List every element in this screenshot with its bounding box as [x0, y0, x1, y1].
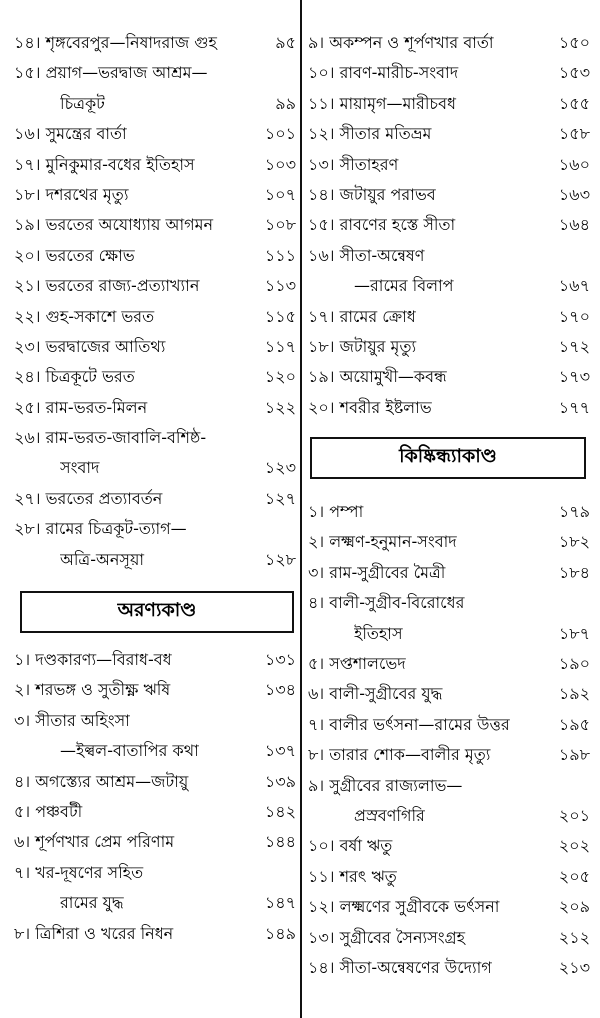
- toc-entry: [308, 771, 590, 832]
- page-number: ১৫৮: [558, 124, 590, 144]
- toc-line: [308, 649, 590, 679]
- toc-entry: [308, 923, 590, 953]
- toc-line: [308, 150, 590, 180]
- toc-line: [14, 271, 296, 301]
- toc-line: [308, 558, 590, 588]
- toc-line: [308, 89, 590, 119]
- toc-line: [308, 180, 590, 210]
- toc-line: [14, 210, 296, 240]
- page-number: ১৫৫: [558, 93, 590, 113]
- page-number: ২০৯: [558, 897, 590, 917]
- toc-entry: [308, 497, 590, 527]
- entry-title: ১৪। সীতা-অন্বেষণের উদ্যোগ: [308, 957, 492, 977]
- toc-line-continued: [14, 89, 296, 119]
- page-number: ৯৫: [275, 33, 296, 52]
- entry-title: ১৮। দশরথের মৃত্যু: [14, 184, 129, 204]
- toc-entry: [308, 558, 590, 588]
- entry-title: ৯। সুগ্রীবের রাজ্যলাভ—: [308, 775, 463, 795]
- toc-line: [14, 514, 296, 544]
- page-number: ১২২: [264, 397, 296, 417]
- page-number: ১৮২: [558, 532, 590, 552]
- page-number: ১৯৮: [558, 745, 590, 765]
- toc-entry: [308, 649, 590, 679]
- toc-line: [14, 28, 296, 58]
- page-number: ১২৭: [264, 488, 296, 508]
- page-number: ১৯২: [558, 684, 590, 704]
- toc-entry: [308, 150, 590, 180]
- entry-title: ১৪। জটায়ুর পরাভব: [308, 184, 436, 204]
- entry-title: ১৭। রামের ক্রোধ: [308, 306, 416, 326]
- entry-title: ১৩। সীতাহরণ: [308, 154, 399, 174]
- toc-entry: [14, 675, 296, 705]
- entries-list: [14, 645, 296, 949]
- page-number: ১৪২: [264, 801, 296, 821]
- toc-entry: [308, 740, 590, 770]
- toc-entry: [308, 180, 590, 210]
- toc-entry: [308, 710, 590, 740]
- entry-title: ১৮। জটায়ুর মৃত্যু: [308, 336, 417, 356]
- page-number: ১৩৯: [264, 771, 296, 791]
- page-number: ১০৮: [264, 215, 296, 235]
- entry-title: ১। দণ্ডকারণ্য—বিরাধ-বধ: [14, 650, 172, 670]
- toc-line-continued: [308, 619, 590, 649]
- entry-title-continued: রামের যুদ্ধ: [60, 893, 124, 913]
- toc-entry: [14, 514, 296, 575]
- toc-entry: [14, 706, 296, 767]
- page-number: ৯৯: [275, 93, 296, 113]
- section-heading-box: [20, 591, 294, 633]
- toc-entry: [308, 362, 590, 392]
- toc-entry: [308, 588, 590, 649]
- column-divider: [300, 0, 302, 1018]
- page-number: ১১৩: [264, 276, 296, 296]
- entry-title: ২৫। রাম-ভরত-মিলন: [14, 397, 148, 417]
- toc-entry: [14, 58, 296, 119]
- toc-entry: [14, 180, 296, 210]
- toc-line: [308, 210, 590, 240]
- toc-entry: [14, 362, 296, 392]
- toc-line: [14, 180, 296, 210]
- page-number: ২০১: [558, 805, 590, 825]
- page-number: ১১৫: [264, 306, 296, 326]
- entry-title: ২৭। ভরতের প্রত্যাবর্তন: [14, 488, 163, 508]
- entry-title-continued: —ইল্বল-বাতাপির কথা: [60, 741, 199, 761]
- page-number: ১০৭: [264, 184, 296, 204]
- entry-title: ১১। শরৎ ঋতু: [308, 866, 397, 886]
- toc-line: [14, 484, 296, 514]
- toc-line: [14, 241, 296, 271]
- toc-line: [308, 302, 590, 332]
- page-number: ১০১: [264, 124, 296, 144]
- entry-title: ৯। অকম্পন ও শূর্পণখার বার্তা: [308, 33, 494, 52]
- toc-line-continued: [14, 736, 296, 766]
- toc-line: [14, 150, 296, 180]
- toc-line: [14, 675, 296, 705]
- toc-line: [308, 588, 590, 618]
- entry-title-continued: —রামের বিলাপ: [354, 276, 454, 296]
- toc-line-continued: [308, 801, 590, 831]
- entry-title: ২। লক্ষ্মণ-হনুমান-সংবাদ: [308, 532, 457, 552]
- toc-entry: [308, 241, 590, 302]
- toc-line: [308, 740, 590, 770]
- entry-title: ২। শরভঙ্গ ও সুতীক্ষ্ণ ঋষি: [14, 680, 171, 700]
- toc-line: [308, 892, 590, 922]
- toc-line: [14, 827, 296, 857]
- toc-entry: [14, 797, 296, 827]
- entry-title-continued: সংবাদ: [60, 458, 100, 478]
- toc-entry: [14, 423, 296, 484]
- page-number: ১৭৩: [558, 367, 590, 387]
- toc-entry: [308, 119, 590, 149]
- right-column: [308, 28, 590, 983]
- entry-title: ১২। লক্ষ্মণের সুগ্রীবকে ভর্ৎসনা: [308, 897, 500, 917]
- entry-title: ২৪। চিত্রকূটে ভরত: [14, 367, 135, 387]
- left-column: [14, 28, 296, 949]
- toc-entry: [308, 892, 590, 922]
- toc-entry: [308, 210, 590, 240]
- page-number: ২১২: [558, 927, 590, 947]
- toc-entry: [14, 393, 296, 423]
- toc-line: [308, 679, 590, 709]
- toc-entry: [14, 28, 296, 58]
- toc-entry: [14, 827, 296, 857]
- entry-title: ১৫। রাবণের হস্তে সীতা: [308, 215, 456, 235]
- entry-title: ৭। খর-দূষণের সহিত: [14, 862, 144, 882]
- entry-title: ২১। ভরতের রাজ্য-প্রত্যাখ্যান: [14, 276, 200, 296]
- toc-entry: [14, 302, 296, 332]
- page-number: ১৭৭: [558, 397, 590, 417]
- toc-line: [308, 332, 590, 362]
- page-number: ১৪৯: [264, 923, 296, 943]
- entry-title: ১৬। সীতা-অন্বেষণ: [308, 245, 425, 265]
- page-number: ২০২: [558, 836, 590, 856]
- toc-line: [14, 767, 296, 797]
- page-number: ১৯৫: [558, 714, 590, 734]
- toc-line: [308, 393, 590, 423]
- toc-entry: [308, 831, 590, 861]
- toc-line: [308, 497, 590, 527]
- page-number: ২১৩: [558, 957, 590, 977]
- entry-title: ১৪। শৃঙ্গবেরপুর—নিষাদরাজ গুহ: [14, 33, 217, 52]
- toc-line-continued: [14, 545, 296, 575]
- entry-title: ১৭। মুনিকুমার-বধের ইতিহাস: [14, 154, 195, 174]
- toc-line: [14, 858, 296, 888]
- section-heading: কিষ্কিন্ধ্যাকাণ্ড: [399, 445, 497, 468]
- toc-entry: [308, 58, 590, 88]
- toc-line-continued: [14, 453, 296, 483]
- page-number: ১৪৭: [264, 893, 296, 913]
- entry-title: ৬। বালী-সুগ্রীবের যুদ্ধ: [308, 684, 443, 704]
- entries-list: [308, 497, 590, 983]
- page-number: ১৬৩: [558, 184, 590, 204]
- toc-entry: [14, 645, 296, 675]
- toc-line: [308, 241, 590, 271]
- entries-list: [308, 28, 590, 423]
- toc-line: [308, 771, 590, 801]
- entry-title-continued: অত্রি-অনসূয়া: [60, 549, 145, 569]
- entry-title: ১২। সীতার মতিভ্রম: [308, 124, 432, 144]
- toc-line: [14, 302, 296, 332]
- page-number: ১১১: [264, 245, 296, 265]
- entry-title: ৩। সীতার অহিংসা: [14, 710, 130, 730]
- page-number: ১২৩: [264, 458, 296, 478]
- toc-line: [308, 862, 590, 892]
- toc-line: [308, 58, 590, 88]
- toc-line: [14, 919, 296, 949]
- toc-entry: [14, 919, 296, 949]
- entry-title: ১৯। ভরতের অযোধ্যায় আগমন: [14, 215, 214, 235]
- toc-line: [308, 923, 590, 953]
- entry-title: ৪। বালী-সুগ্রীব-বিরোধের: [308, 593, 465, 613]
- toc-entry: [308, 89, 590, 119]
- page-number: ১১৭: [264, 336, 296, 356]
- page-number: ১২৮: [264, 549, 296, 569]
- entry-title: ২০। ভরতের ক্ষোভ: [14, 245, 135, 265]
- entry-title-continued: ইতিহাস: [354, 623, 403, 643]
- toc-entry: [14, 332, 296, 362]
- toc-entry: [14, 210, 296, 240]
- toc-entry: [14, 858, 296, 919]
- page-number: ১২০: [264, 367, 296, 387]
- toc-entry: [14, 767, 296, 797]
- entry-title: ১৫। প্রয়াগ—ভরদ্বাজ আশ্রম—: [14, 63, 208, 83]
- entry-title: ২৬। রাম-ভরত-জাবালি-বশিষ্ঠ-: [14, 428, 207, 448]
- entry-title: ২৮। রামের চিত্রকূট-ত্যাগ—: [14, 519, 187, 539]
- toc-line: [14, 332, 296, 362]
- toc-entry: [308, 302, 590, 332]
- page-number: ১৩৭: [264, 741, 296, 761]
- entry-title: ২০। শবরীর ইষ্টলাভ: [308, 397, 432, 417]
- section-heading-box: [310, 437, 586, 479]
- toc-entry: [308, 393, 590, 423]
- toc-line: [14, 393, 296, 423]
- toc-line: [308, 710, 590, 740]
- toc-line: [308, 953, 590, 983]
- entry-title: ৮। তারার শোক—বালীর মৃত্যু: [308, 745, 491, 765]
- entry-title-continued: চিত্রকূট: [60, 93, 105, 113]
- toc-line: [308, 527, 590, 557]
- page-number: ১০৩: [264, 154, 296, 174]
- toc-line-continued: [14, 888, 296, 918]
- toc-entry: [14, 271, 296, 301]
- toc-line: [14, 119, 296, 149]
- toc-line: [14, 423, 296, 453]
- entry-title: ২৩। ভরদ্বাজের আতিথ্য: [14, 336, 166, 356]
- toc-line: [14, 706, 296, 736]
- entry-title: ৫। পঞ্চবটী: [14, 801, 83, 821]
- page-number: ১৩৪: [264, 680, 296, 700]
- page-number: ১৩১: [264, 650, 296, 670]
- toc-entry: [14, 241, 296, 271]
- toc-line-continued: [308, 271, 590, 301]
- section-heading: অরণ্যকাণ্ড: [117, 599, 197, 622]
- entry-title: ৬। শূর্পণখার প্রেম পরিণাম: [14, 832, 175, 852]
- page-number: ১৮৭: [558, 623, 590, 643]
- entry-title: ১০। রাবণ-মারীচ-সংবাদ: [308, 63, 459, 83]
- entry-title: ১৩। সুগ্রীবের সৈন্যসংগ্রহ: [308, 927, 466, 947]
- entry-title: ১১। মায়ামৃগ—মারীচবধ: [308, 93, 456, 113]
- toc-line: [14, 362, 296, 392]
- toc-entry: [308, 28, 590, 58]
- entry-title: ১৯। অয়োমুখী—কবন্ধ: [308, 367, 447, 387]
- entries-list: [14, 28, 296, 575]
- toc-entry: [308, 953, 590, 983]
- page-number: ১৪৪: [264, 832, 296, 852]
- toc-line: [14, 58, 296, 88]
- page-number: ২০৫: [558, 866, 590, 886]
- page-number: ১৯০: [558, 654, 590, 674]
- toc-line: [308, 362, 590, 392]
- page-number: ১৫৩: [558, 63, 590, 83]
- entry-title-continued: প্রস্রবণগিরি: [354, 805, 425, 825]
- toc-entry: [308, 527, 590, 557]
- toc-line: [308, 119, 590, 149]
- toc-entry: [308, 862, 590, 892]
- toc-entry: [308, 679, 590, 709]
- page-number: ১৬৭: [558, 276, 590, 296]
- entry-title: ৪। অগস্ত্যের আশ্রম—জটায়ু: [14, 771, 189, 791]
- entry-title: ৭। বালীর ভর্ৎসনা—রামের উত্তর: [308, 714, 510, 734]
- entry-title: ১০। বর্ষা ঋতু: [308, 836, 393, 856]
- page-number: ১৭২: [558, 336, 590, 356]
- page-number: ১৭৯: [558, 502, 590, 522]
- toc-entry: [14, 484, 296, 514]
- toc-line: [14, 645, 296, 675]
- page-number: ১৬৪: [558, 215, 590, 235]
- toc-line: [308, 831, 590, 861]
- page-number: ১৭০: [558, 306, 590, 326]
- toc-entry: [14, 150, 296, 180]
- entry-title: ৮। ত্রিশিরা ও খরের নিধন: [14, 923, 174, 943]
- page-number: ১৮৪: [558, 562, 590, 582]
- page-number: ১৬০: [558, 154, 590, 174]
- entry-title: ৩। রাম-সুগ্রীবের মৈত্রী: [308, 562, 446, 582]
- entry-title: ১৬। সুমন্ত্রের বার্তা: [14, 124, 127, 144]
- entry-title: ৫। সপ্তশালভেদ: [308, 654, 406, 674]
- toc-line: [14, 797, 296, 827]
- toc-line: [308, 28, 590, 58]
- toc-entry: [14, 119, 296, 149]
- entry-title: ২২। গুহ-সকাশে ভরত: [14, 306, 155, 326]
- toc-entry: [308, 332, 590, 362]
- page-number: ১৫০: [558, 33, 590, 52]
- entry-title: ১। পম্পা: [308, 502, 364, 522]
